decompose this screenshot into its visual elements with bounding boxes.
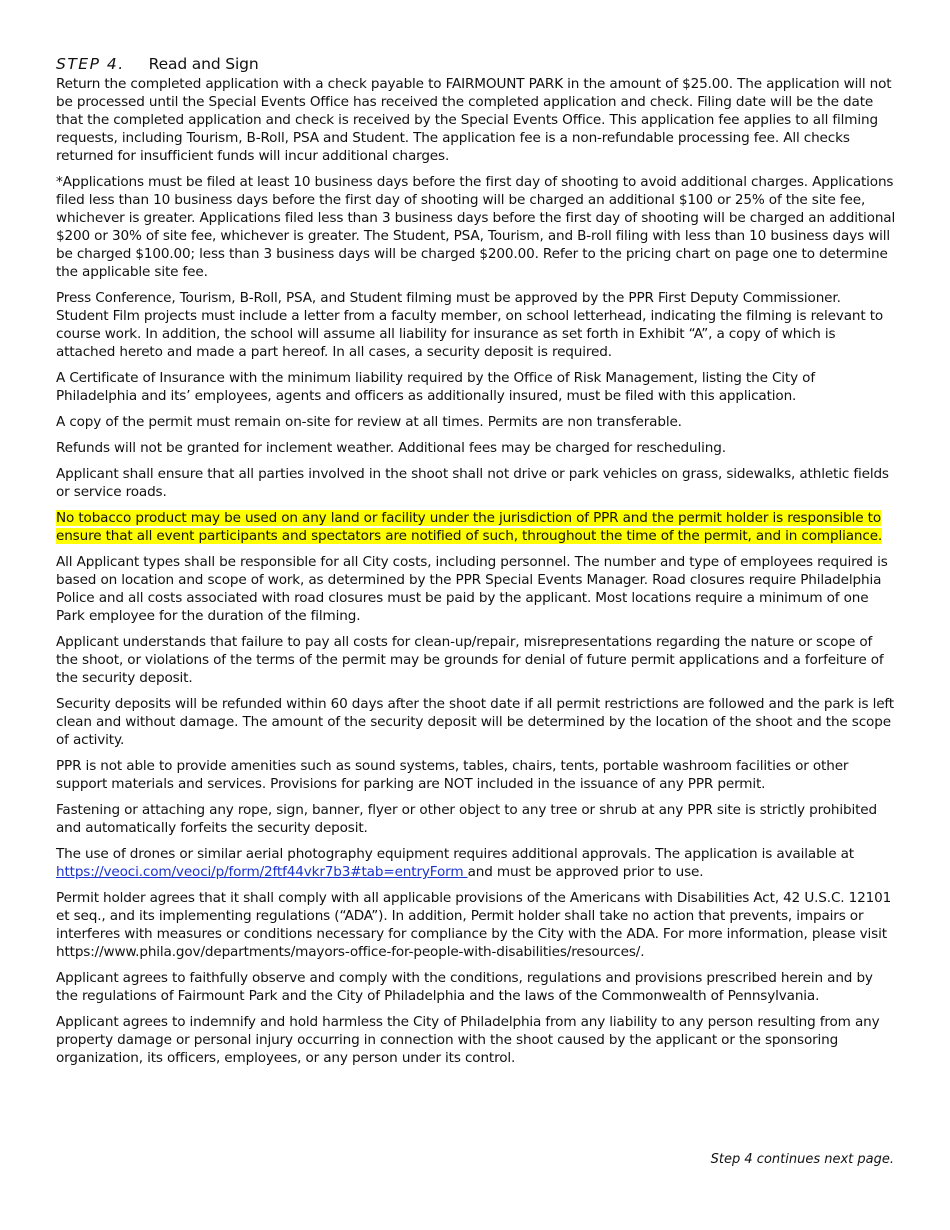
- paragraph-fastening: Fastening or attaching any rope, sign, banner, flyer or other object to any tree or shrub at any PPR site is strictly prohibited and automatically forfeits the security deposit.: [56, 802, 877, 836]
- paragraph-permit-copy: A copy of the permit must remain on-site for review at all times. Permits are non transferable.: [56, 414, 682, 430]
- paragraph-approval: Press Conference, Tourism, B-Roll, PSA, and Student filming must be approved by the PPR First Deputy Commissioner. Student Film projects must include a letter from a faculty member, on school letterhead, indicating the filming is relevant to course work. In addition, the school will assume all liability for insurance as set forth in Exhibit “A”, a copy of which is attached hereto and made a part hereof. In all cases, a security deposit is required.: [56, 290, 884, 360]
- drone-application-link[interactable]: https://veoci.com/veoci/p/form/2ftf44vkr7b3#tab=entryForm: [56, 864, 468, 880]
- section-heading: [56, 54, 896, 74]
- paragraph-city-costs: All Applicant types shall be responsible for all City costs, including personnel. The number and type of employees required is based on location and scope of work, as determined by the PPR Special Events Manager. Road closures require Philadelphia Police and all costs associated with road closures must be paid by the applicant. Most locations require a minimum of one Park employee for the duration of the filming.: [56, 554, 888, 624]
- paragraph-indemnify: Applicant agrees to indemnify and hold harmless the City of Philadelphia from any liability to any person resulting from any property damage or personal injury occurring in connection with the shoot caused by the applicant or the sponsoring organization, its officers, employees, or any person under its control.: [56, 1014, 880, 1066]
- paragraph-refunds: Refunds will not be granted for inclement weather. Additional fees may be charged for rescheduling.: [56, 440, 726, 456]
- paragraph-amenities: PPR is not able to provide amenities such as sound systems, tables, chairs, tents, portable washroom facilities or other support materials and services. Provisions for parking are NOT included in the issuance of any PPR permit.: [56, 758, 849, 792]
- paragraph-tobacco: [56, 509, 896, 545]
- highlighted-text: No tobacco product may be used on any land or facility under the jurisdiction of PPR and the permit holder is responsible to ensure that all event participants and spectators are notified of such, throughout the time of the permit, and in compliance.: [56, 510, 883, 544]
- continuation-note: Step 4 continues next page.: [710, 1152, 894, 1167]
- paragraph-insurance: A Certificate of Insurance with the minimum liability required by the Office of Risk Management, listing the City of Philadelphia and its’ employees, agents and officers as additionally insured, must be filed with this application.: [56, 370, 815, 404]
- paragraph-application-fee: Return the completed application with a check payable to FAIRMOUNT PARK in the amount of $25.00. The application will not be processed until the Special Events Office has received the completed application and check. Filing date will be the date that the completed application and check is received by the Special Events Office. This application fee applies to all filming requests, including Tourism, B-Roll, PSA and Student. The application fee is a non-refundable processing fee. All checks returned for insufficient funds will incur additional charges.: [56, 76, 892, 164]
- document-body: [56, 54, 896, 1075]
- paragraph-drones: [56, 845, 896, 881]
- paragraph-vehicles: Applicant shall ensure that all parties involved in the shoot shall not drive or park vehicles on grass, sidewalks, athletic fields or service roads.: [56, 466, 889, 500]
- drones-text-before: The use of drones or similar aerial photography equipment requires additional approvals. The application is available at: [56, 846, 854, 862]
- step-number: STEP 4.: [56, 55, 125, 73]
- paragraph-security-deposit: Security deposits will be refunded within 60 days after the shoot date if all permit restrictions are followed and the park is left clean and without damage. The amount of the security deposit will be determined by the location of the shoot and the scope of activity.: [56, 696, 894, 748]
- drones-text-after: and must be approved prior to use.: [467, 864, 704, 880]
- paragraph-ada: Permit holder agrees that it shall comply with all applicable provisions of the Americans with Disabilities Act, 42 U.S.C. 12101 et seq., and its implementing regulations (“ADA”). In addition, Permit holder shall take no action that prevents, impairs or interferes with measures or conditions necessary for compliance by the City with the ADA. For more information, please visit https://www.phila.gov/departments/mayors-office-for-people-with-disabilities/resources/.: [56, 890, 892, 960]
- paragraph-filing-deadlines: *Applications must be filed at least 10 business days before the first day of shooting to avoid additional charges. Applications filed less than 10 business days before the first day of shooting will be charged an additional $100 or 25% of the site fee, whichever is greater. Applications filed less than 3 business days before the first day of shooting will be charged an additional $200 or 30% of site fee, whichever is greater. The Student, PSA, Tourism, and B-roll filing with less than 10 business days will be charged $100.00; less than 3 business days will be charged $200.00. Refer to the pricing chart on page one to determine the applicable site fee.: [56, 174, 896, 280]
- paragraph-forfeiture: Applicant understands that failure to pay all costs for clean-up/repair, misrepresentations regarding the nature or scope of the shoot, or violations of the terms of the permit may be grounds for denial of future permit applications and a forfeiture of the security deposit.: [56, 634, 884, 686]
- step-title: Read and Sign: [148, 55, 259, 73]
- paragraph-comply: Applicant agrees to faithfully observe and comply with the conditions, regulations and provisions prescribed herein and by the regulations of Fairmount Park and the City of Philadelphia and the laws of the Commonwealth of Pennsylvania.: [56, 970, 873, 1004]
